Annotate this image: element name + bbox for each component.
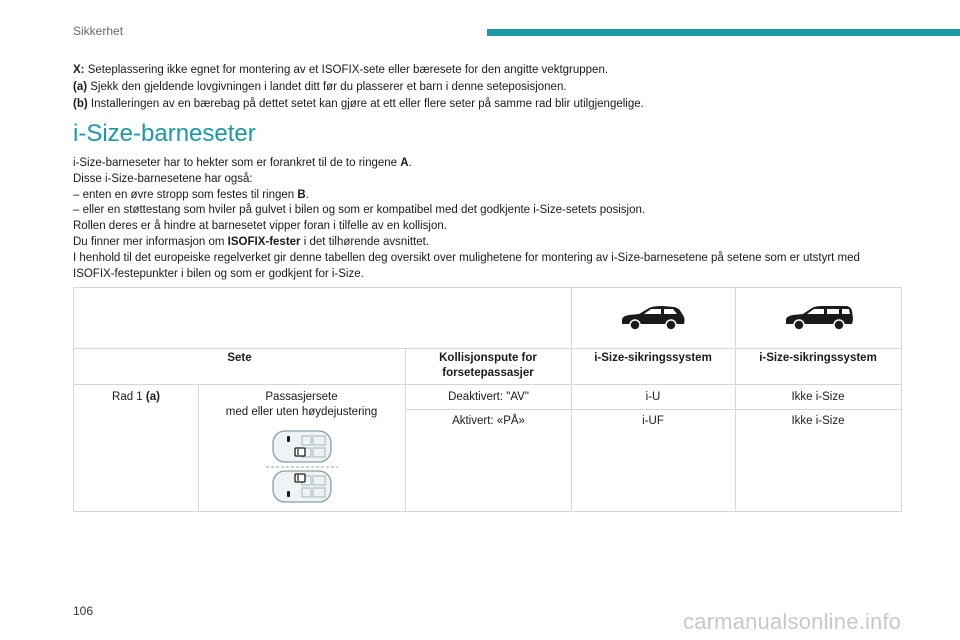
row-1-airbag: Deaktivert: "AV" [448, 391, 529, 403]
row-2-system-1: i-UF [642, 415, 664, 427]
header-seat: Sete [227, 352, 252, 364]
paragraph: Disse i-Size-barnesetene har også: [73, 172, 253, 185]
row-1-system-2: Ikke i-Size [791, 391, 845, 403]
note-b: (b) Installeringen av en bærebag på dettet setet kan gjøre at ett eller flere seter på samme rad blir utilgjengelige. [73, 98, 644, 110]
watermark: carmanualsonline.info [683, 609, 902, 634]
paragraph: Rollen deres er å hindre at barnesetet vipper foran i tilfelle av en kollisjon. [73, 220, 447, 233]
footnotes [73, 62, 903, 113]
row-2-system-2: Ikke i-Size [791, 415, 845, 427]
note-x: X: Seteplassering ikke egnet for montering av et ISOFIX-sete eller bæresete for den angitte vektgruppen. [73, 64, 609, 76]
header-system-2: i-Size-sikringssystem [759, 352, 877, 364]
row-label: Rad 1 (a) [112, 391, 160, 403]
seat-description: Passasjersete med eller uten høydejustering [225, 391, 378, 418]
paragraph: i-Size-barneseter har to hekter som er forankret til de to ringene A. [73, 157, 412, 169]
body-text [73, 156, 903, 282]
note-a: (a) Sjekk den gjeldende lovgivningen i landet ditt før du plasserer et barn i denne seteposisjonen. [73, 81, 567, 93]
row-2-airbag: Aktivert: «PÅ» [452, 415, 525, 427]
header-system-1: i-Size-sikringssystem [594, 352, 712, 364]
isize-table [73, 287, 902, 512]
paragraph: – eller en støttestang som hviler på gulvet i bilen og som er kompatibel med det godkjente i-Size-setets posisjon. [73, 204, 646, 217]
row-1-system-1: i-U [645, 391, 661, 403]
paragraph: – enten en øvre stropp som festes til ringen B. [73, 188, 309, 201]
header-airbag: Kollisjonspute for forsetepassasjer [439, 352, 537, 379]
suv-car-icon [619, 305, 687, 331]
section-heading: i-Size-barneseter [73, 120, 256, 147]
header-accent-bar [487, 29, 960, 36]
car-seat-layout-icon [266, 428, 338, 506]
paragraph: I henhold til det europeiske regelverket gir denne tabellen deg oversikt over mulighetene for montering av i-Size-barnesetene på setene som er utstyrt med ISOFIX-festepunkter i bilen og som er godkjent for i-Size. [73, 251, 860, 280]
section-label: Sikkerhet [73, 24, 124, 38]
page-number: 106 [73, 604, 94, 618]
estate-car-icon [783, 305, 855, 331]
paragraph: Du finner mer informasjon om ISOFIX-fester i det tilhørende avsnittet. [73, 235, 430, 248]
